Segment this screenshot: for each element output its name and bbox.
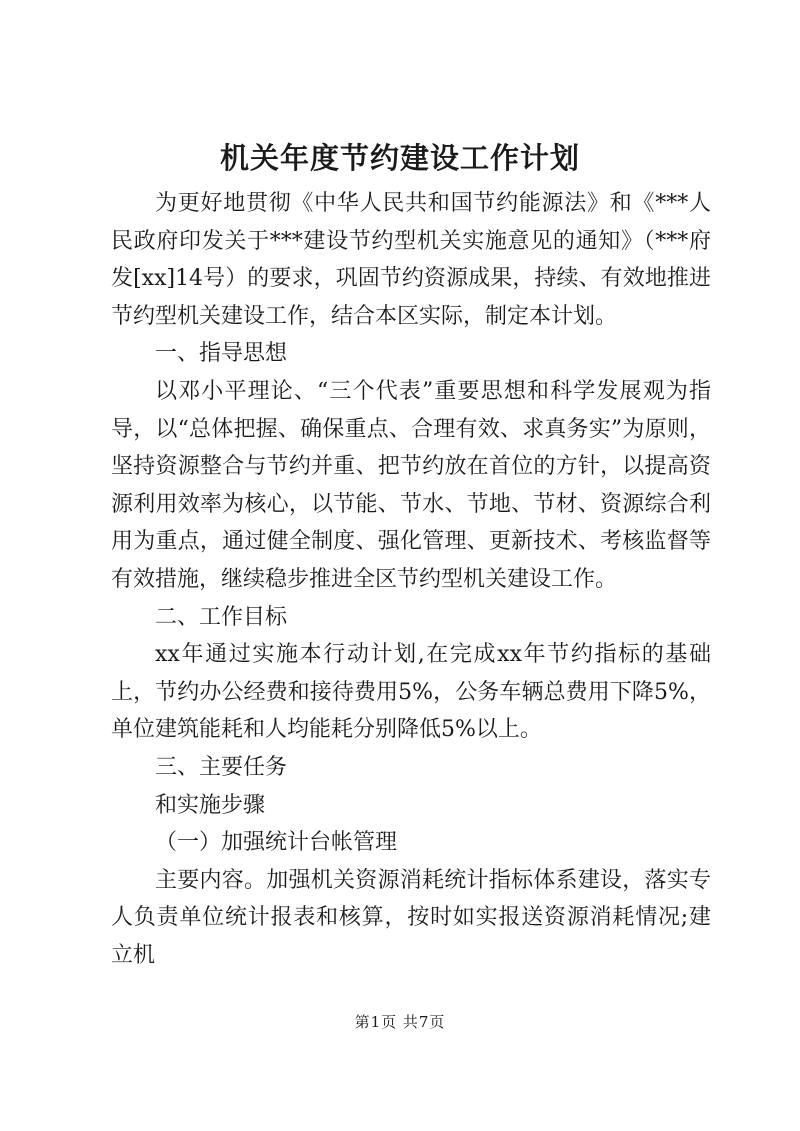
document-title: 机关年度节约建设工作计划 <box>219 141 580 175</box>
section-heading-work-goals: 二、工作目标 <box>155 604 288 630</box>
section-heading-main-tasks: 三、主要任务 <box>155 754 288 780</box>
page-footer: 第1页 共7页 <box>354 1013 446 1031</box>
section-heading-implementation-steps: 和实施步骤 <box>155 792 266 818</box>
guiding-ideology-paragraph: 以邓小平理论、“三个代表”重要思想和科学发展观为指导，以“总体把握、确保重点、合理有效、求真务实”为原则，坚持资源整合与节约并重、把节约放在首位的方针，以提高资源利用效率为核心，以节能、节水、节地、节材、资源综合利用为重点，通过健全制度、强化管理、更新技术、考核监督等有效措施，继续稳步推进全区节约型机关建设工作。 <box>111 378 711 592</box>
intro-paragraph: 为更好地贯彻《中华人民共和国节约能源法》和《***人民政府印发关于***建设节约型机关实施意见的通知》（***府发[xx]14号）的要求，巩固节约资源成果，持续、有效地推进节约型机关建设工作，结合本区实际，制定本计划。 <box>111 191 711 329</box>
subsection-heading-statistics-ledger: （一）加强统计台帐管理 <box>155 830 398 856</box>
statistics-ledger-paragraph: 主要内容。加强机关资源消耗统计指标体系建设，落实专人负责单位统计报表和核算，按时如实报送资源消耗情况;建立机 <box>111 867 711 968</box>
work-goals-paragraph: xx年通过实施本行动计划,在完成xx年节约指标的基础上，节约办公经费和接待费用5%，公务车辆总费用下降5%，单位建筑能耗和人均能耗分别降低5%以上。 <box>111 642 711 743</box>
document-body <box>111 185 711 974</box>
section-heading-guiding-ideology: 一、指导思想 <box>155 341 288 367</box>
